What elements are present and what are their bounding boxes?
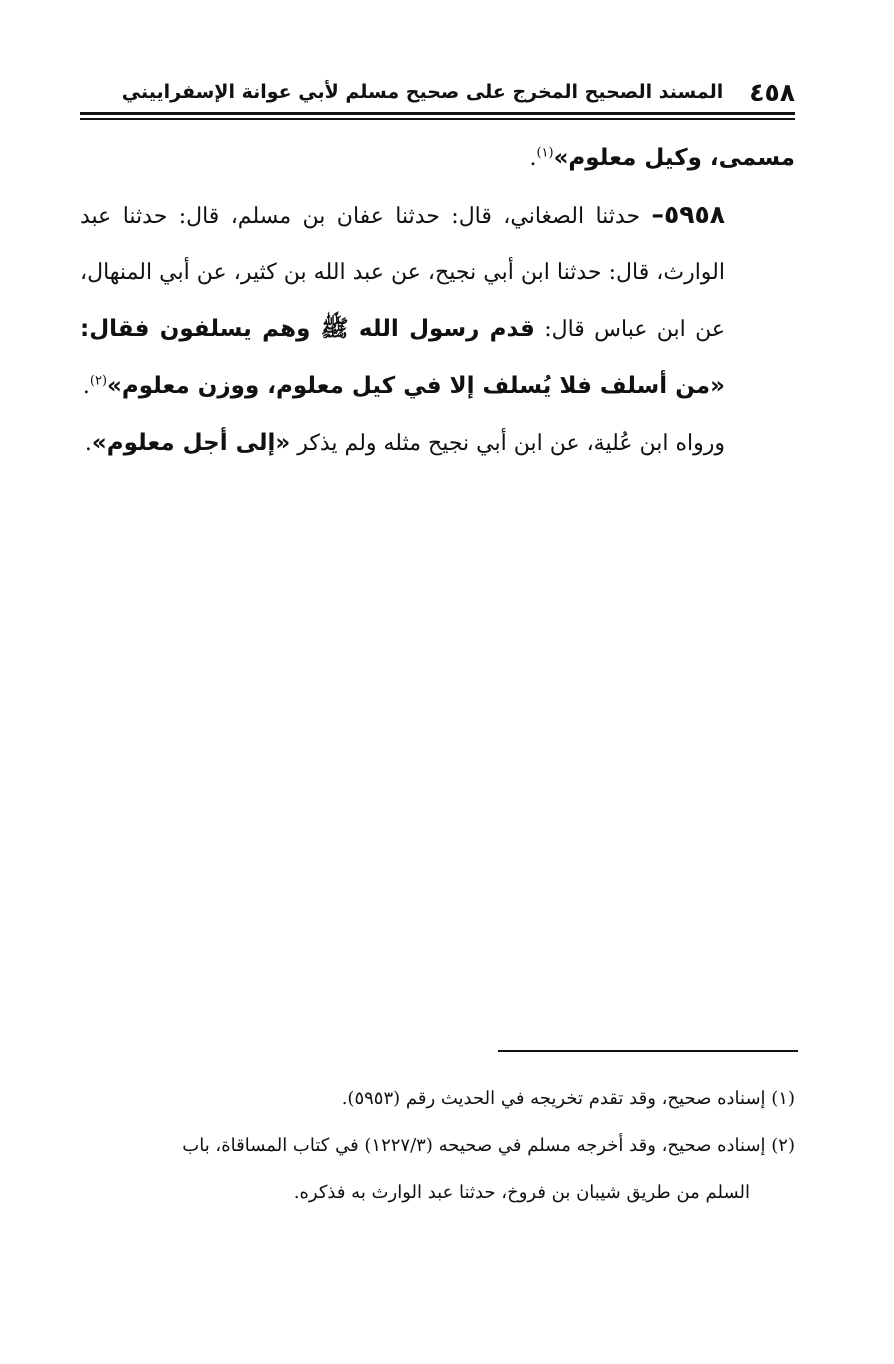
main-text bbox=[80, 130, 795, 472]
header-rule-thick bbox=[80, 112, 795, 115]
continuation-end: . bbox=[529, 146, 537, 171]
footnote-separator bbox=[498, 1050, 798, 1052]
footnote-2: (٢) إسناده صحيح، وقد أخرجه مسلم في صحيحه (١٢٢٧/٣) في كتاب المساقاة، باب bbox=[182, 1135, 795, 1156]
continuation-text: مسمى، وكيل معلوم» bbox=[553, 145, 795, 171]
footnote-ref-1: (١) bbox=[536, 145, 554, 161]
running-title: المسند الصحيح المخرج على صحيح مسلم لأبي عوانة الإسفراييني bbox=[121, 81, 724, 103]
hadith-narration: قدم رسول الله ﷺ وهم يسلفون فقال: bbox=[80, 316, 535, 342]
header-rule-thin bbox=[80, 118, 795, 120]
hadith-paragraph bbox=[80, 187, 795, 415]
hadith-number: ٥٩٥٨– bbox=[651, 200, 725, 229]
footnotes bbox=[80, 1075, 795, 1216]
page-header bbox=[80, 72, 795, 112]
variant-quote: «إلى أجل معلوم» bbox=[91, 430, 291, 456]
footnote-ref-2: (٢) bbox=[89, 373, 108, 389]
footnote-1: (١) إسناده صحيح، وقد تقدم تخريجه في الحديث رقم (٥٩٥٣). bbox=[341, 1088, 795, 1109]
footnote-2-continuation: السلم من طريق شيبان بن فروخ، حدثنا عبد الوارث به فذكره. bbox=[293, 1182, 750, 1203]
variant-text: ورواه ابن عُلية، عن ابن أبي نجيح مثله ولم يذكر bbox=[290, 431, 725, 456]
hadith-end: . bbox=[82, 374, 90, 399]
hadith-quote: «من أسلف فلا يُسلف إلا في كيل معلوم، ووزن معلوم» bbox=[107, 373, 725, 399]
page-number: ٤٥٨ bbox=[749, 77, 795, 107]
variant-paragraph bbox=[80, 415, 795, 472]
continuation-line bbox=[80, 130, 795, 187]
variant-end: . bbox=[84, 431, 92, 456]
hadith-chain: حدثنا الصغاني، قال: حدثنا عفان بن مسلم، قال: حدثنا عبد الوارث، قال: حدثنا ابن أبي نجيح، عن عبد الله بن كثير، عن أبي المنهال، عن ابن عباس قال: bbox=[80, 204, 725, 342]
